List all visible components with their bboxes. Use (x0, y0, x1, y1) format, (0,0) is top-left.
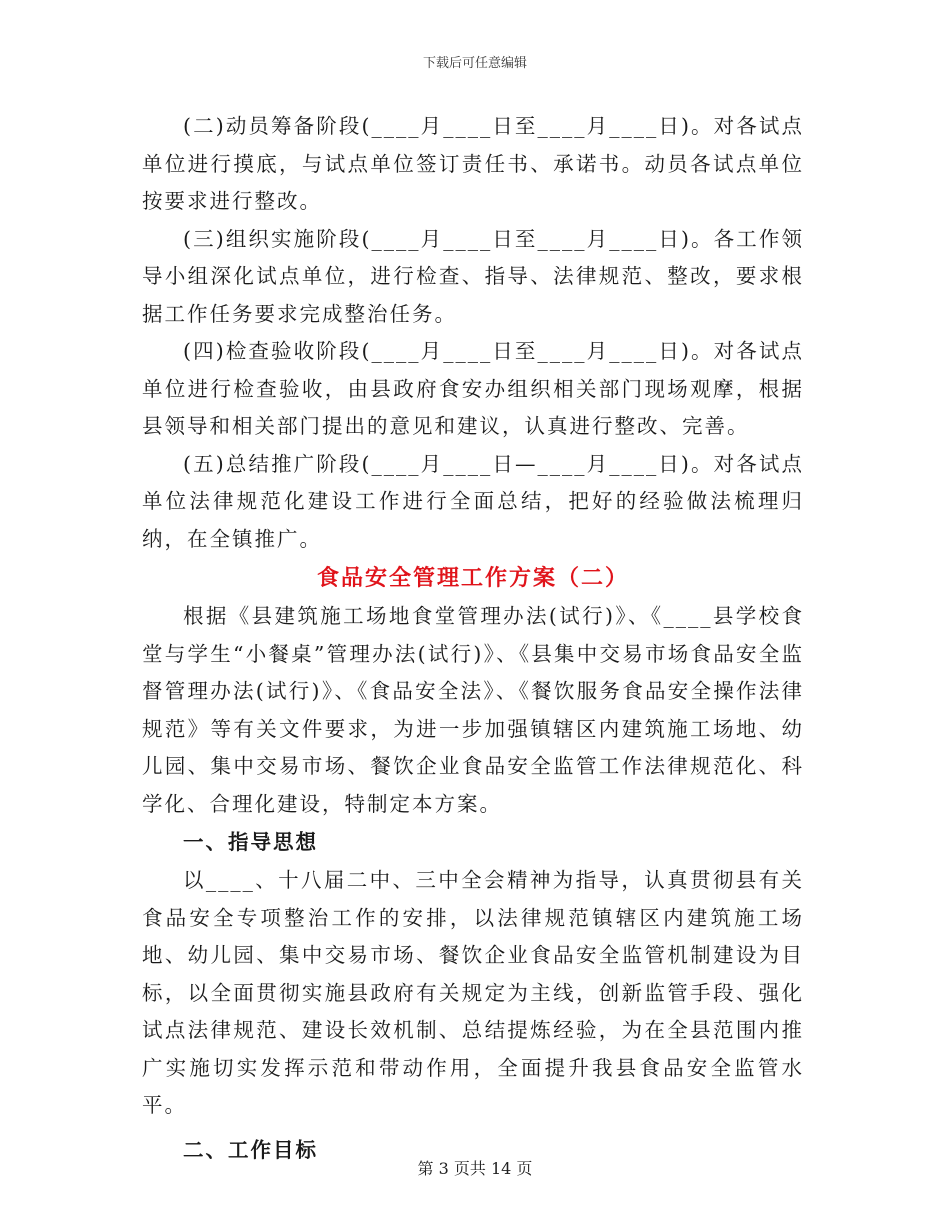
section-title: 食品安全管理工作方案（二） (316, 565, 629, 591)
page-header: 下载后可任意编辑 (422, 56, 527, 71)
intro-paragraph: 根据《县建筑施工场地食堂管理办法(试行)》、《____县学校食堂与学生“小餐桌”管理办法(试行)》、《县集中交易市场食品安全监督管理办法(试行)》、《食品安全法》、《餐饮服务食品安全操作法律规范》等有关文件要求，为进一步加强镇辖区内建筑施工场地、幼儿园、集中交易市场、餐饮企业食品安全监管工作法律规范化、科学化、合理化建设，特制定本方案。 (142, 604, 804, 816)
heading-work-goals: 二、工作目标 (183, 1137, 318, 1162)
guiding-paragraph: 以____、十八届二中、三中全会精神为指导，认真贯彻县有关食品安全专项整治工作的安排，以法律规范镇辖区内建筑施工场地、幼儿园、集中交易市场、餐饮企业食品安全监管机制建设为目标，以全面贯彻实施县政府有关规定为主线，创新监管手段、强化试点法律规范、建设长效机制、总结提炼经验，为在全县范围内推广实施切实发挥示范和带动作用，全面提升我县食品安全监管水平。 (142, 868, 804, 1117)
paragraph-stage-3: (三)组织实施阶段(____月____日至____月____日)。各工作领导小组深化试点单位，进行检查、指导、法律规范、整改，要求根据工作任务要求完成整治任务。 (142, 226, 804, 326)
document-body (142, 108, 804, 1170)
page-footer: 第 3 页共 14 页 (417, 1159, 533, 1178)
paragraph-stage-5: (五)总结推广阶段(____月____日—____月____日)。对各试点单位法律规范化建设工作进行全面总结，把好的经验做法梳理归纳，在全镇推广。 (142, 451, 804, 551)
paragraph-stage-4: (四)检查验收阶段(____月____日至____月____日)。对各试点单位进行检查验收，由县政府食安办组织相关部门现场观摩，根据县领导和相关部门提出的意见和建议，认真进行整改、完善。 (142, 339, 804, 438)
paragraph-stage-2: (二)动员筹备阶段(____月____日至____月____日)。对各试点单位进行摸底，与试点单位签订责任书、承诺书。动员各试点单位按要求进行整改。 (142, 114, 804, 213)
heading-guiding-thought: 一、指导思想 (183, 830, 318, 854)
